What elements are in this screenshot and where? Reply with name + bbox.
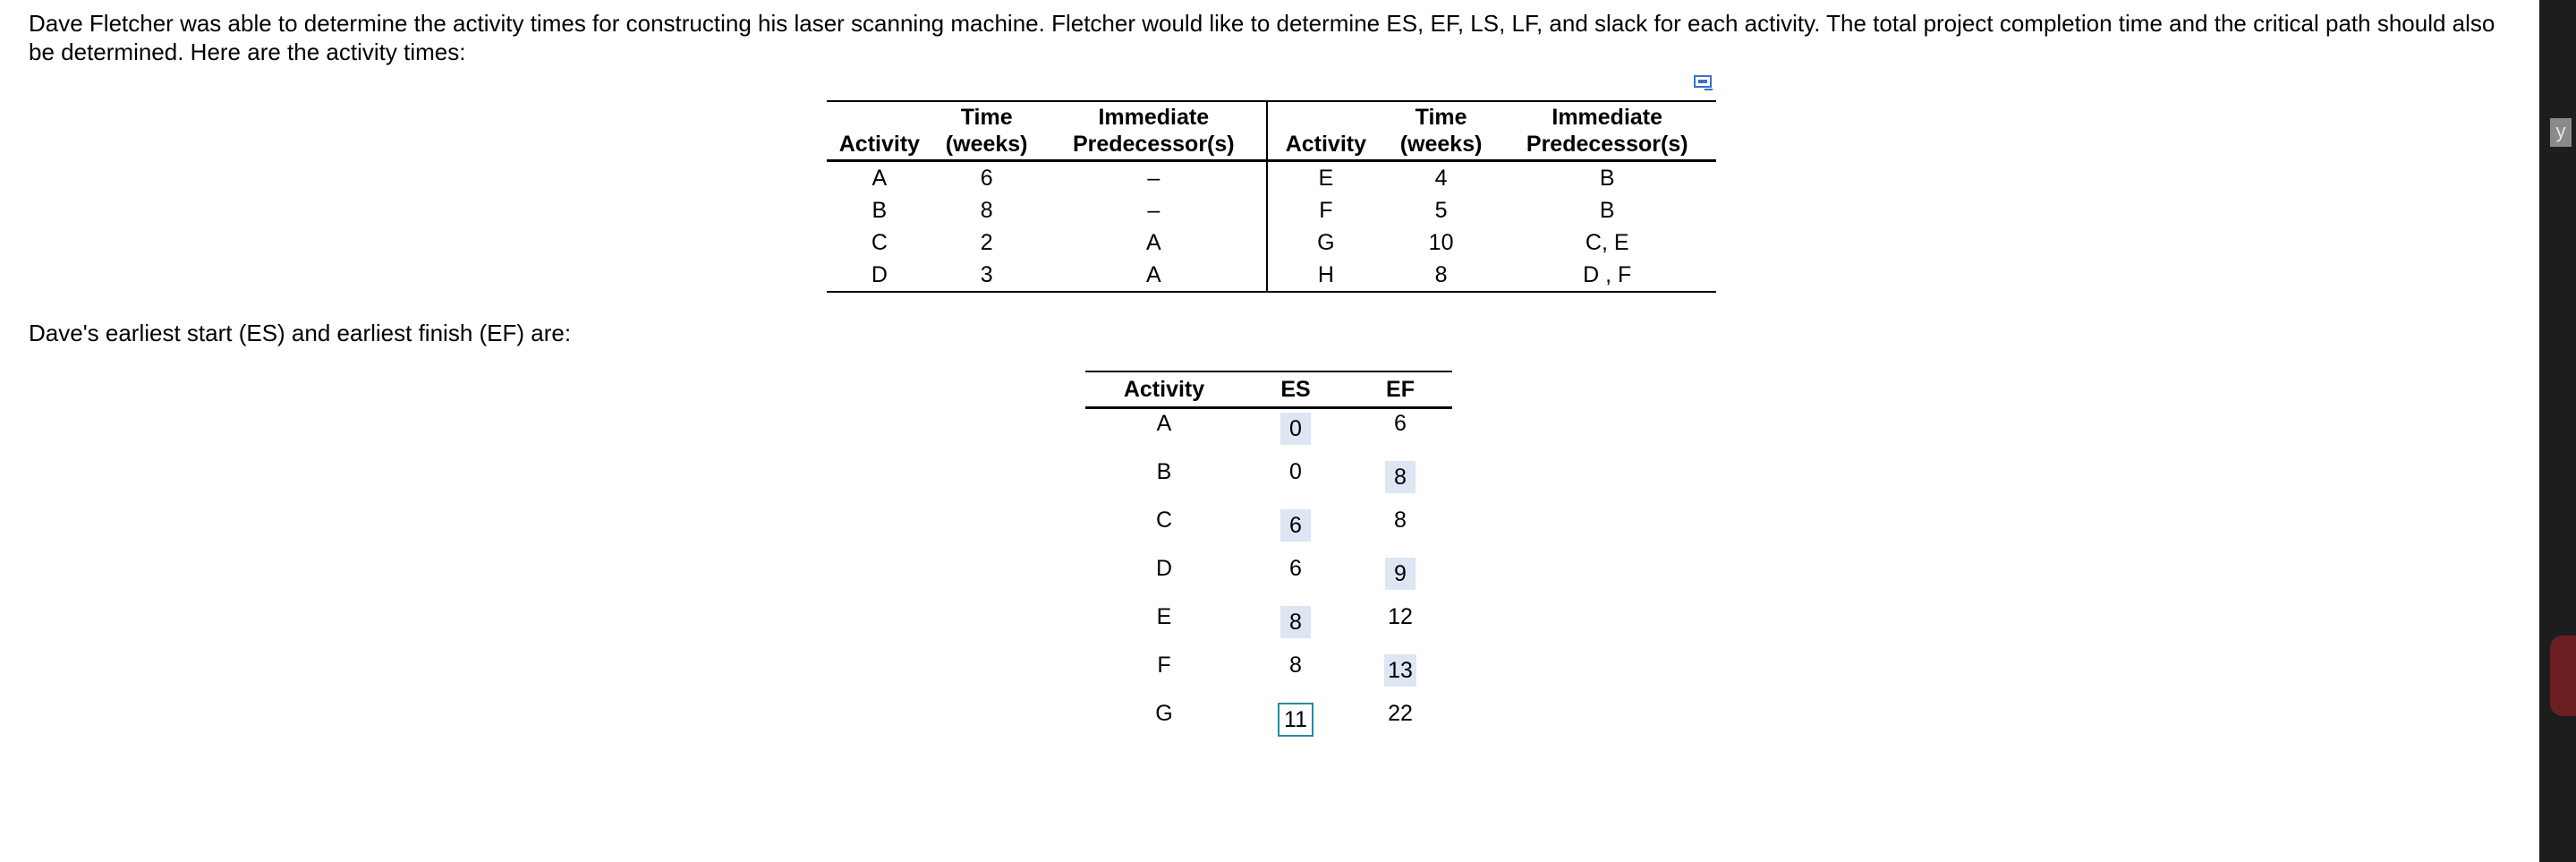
activity-cell: H xyxy=(1317,262,1334,287)
expand-icon[interactable] xyxy=(1694,75,1713,91)
predecessor-header: Immediate xyxy=(1552,105,1663,130)
scrollbar-thumb[interactable] xyxy=(2550,636,2576,716)
activity-times-table xyxy=(827,100,1716,293)
activity-cell: E xyxy=(1156,604,1172,629)
ef-answer-field[interactable]: 8 xyxy=(1385,461,1416,493)
activity-cell: F xyxy=(1319,198,1333,223)
problem-statement: Dave Fletcher was able to determine the activity times for constructing his laser scanning machine. Fletcher would like to determine ES, EF, LS, LF, and slack for each activity. The total project completion time and the critical path should also be determined. Here are the activity times: xyxy=(29,10,2495,65)
es-answer-field[interactable]: 0 xyxy=(1280,413,1311,445)
es-answer-field[interactable]: 8 xyxy=(1280,606,1311,638)
predecessor-cell: C, E xyxy=(1585,230,1629,255)
predecessor-cell: A xyxy=(1041,226,1267,259)
es-value: 6 xyxy=(1289,556,1302,581)
time-cell: 3 xyxy=(980,262,993,287)
activity-cell: A xyxy=(871,166,888,191)
es-answer-field[interactable]: 6 xyxy=(1280,509,1311,542)
es-value: 0 xyxy=(1289,459,1302,484)
time-cell: 5 xyxy=(1434,198,1448,223)
table-row xyxy=(1085,506,1452,554)
predecessor-cell: A xyxy=(1041,259,1267,292)
es-answer-input-active[interactable]: 11 xyxy=(1278,703,1314,737)
time-cell: 6 xyxy=(980,166,993,191)
ef-answer-field[interactable]: 13 xyxy=(1384,654,1416,687)
time-units-header: (weeks) xyxy=(932,131,1041,161)
time-cell: 10 xyxy=(1428,230,1454,255)
activity-cell: B xyxy=(1156,459,1172,484)
ef-header: EF xyxy=(1348,371,1452,408)
ef-value: 12 xyxy=(1388,604,1413,629)
side-tab[interactable]: y xyxy=(2550,118,2572,147)
activity-cell: A xyxy=(1156,411,1172,436)
activity-cell: G xyxy=(1317,230,1335,255)
table-row xyxy=(827,259,1716,292)
table-row xyxy=(1085,699,1452,747)
time-cell: 2 xyxy=(980,230,993,255)
time-cell: 8 xyxy=(980,198,993,223)
time-header: Time xyxy=(1415,105,1467,130)
ef-value: 6 xyxy=(1394,411,1407,436)
activity-cell: D xyxy=(871,262,888,287)
activity-header: Activity xyxy=(1267,131,1384,161)
predecessor-cell: – xyxy=(1041,194,1267,226)
ef-answer-field[interactable]: 9 xyxy=(1385,558,1416,590)
ef-value: 22 xyxy=(1388,701,1413,726)
table-row xyxy=(1085,602,1452,651)
predecessor-subheader: Predecessor(s) xyxy=(1498,131,1716,161)
es-ef-prompt: Dave's earliest start (ES) and earliest finish (EF) are: xyxy=(29,320,572,346)
es-ef-table xyxy=(1085,371,1452,747)
predecessor-cell: D , F xyxy=(1583,262,1632,287)
table-row xyxy=(1085,457,1452,506)
activity-header: Activity xyxy=(827,131,932,161)
es-header: ES xyxy=(1243,371,1348,408)
time-header: Time xyxy=(960,105,1013,130)
table-row xyxy=(827,194,1716,226)
activity-cell: B xyxy=(871,198,888,223)
activity-cell: C xyxy=(1155,508,1173,533)
predecessor-cell: B xyxy=(1599,166,1615,191)
es-value: 8 xyxy=(1289,653,1302,678)
predecessor-header: Immediate xyxy=(1041,101,1267,131)
time-cell: 4 xyxy=(1434,166,1448,191)
table-row xyxy=(827,226,1716,259)
predecessor-subheader: Predecessor(s) xyxy=(1041,131,1267,161)
predecessor-cell: – xyxy=(1041,161,1267,195)
activity-cell: D xyxy=(1155,556,1173,581)
time-units-header: (weeks) xyxy=(1384,131,1499,161)
table-row xyxy=(1085,554,1452,602)
predecessor-cell: B xyxy=(1599,198,1615,223)
table-row xyxy=(827,161,1716,195)
ef-value: 8 xyxy=(1394,508,1407,533)
activity-cell: G xyxy=(1155,701,1173,726)
activity-cell: C xyxy=(871,230,888,255)
activity-cell: E xyxy=(1318,166,1334,191)
activity-cell: F xyxy=(1157,653,1171,678)
time-cell: 8 xyxy=(1434,262,1448,287)
activity-header: Activity xyxy=(1085,371,1243,408)
table-row xyxy=(1085,408,1452,458)
table-row xyxy=(1085,651,1452,699)
